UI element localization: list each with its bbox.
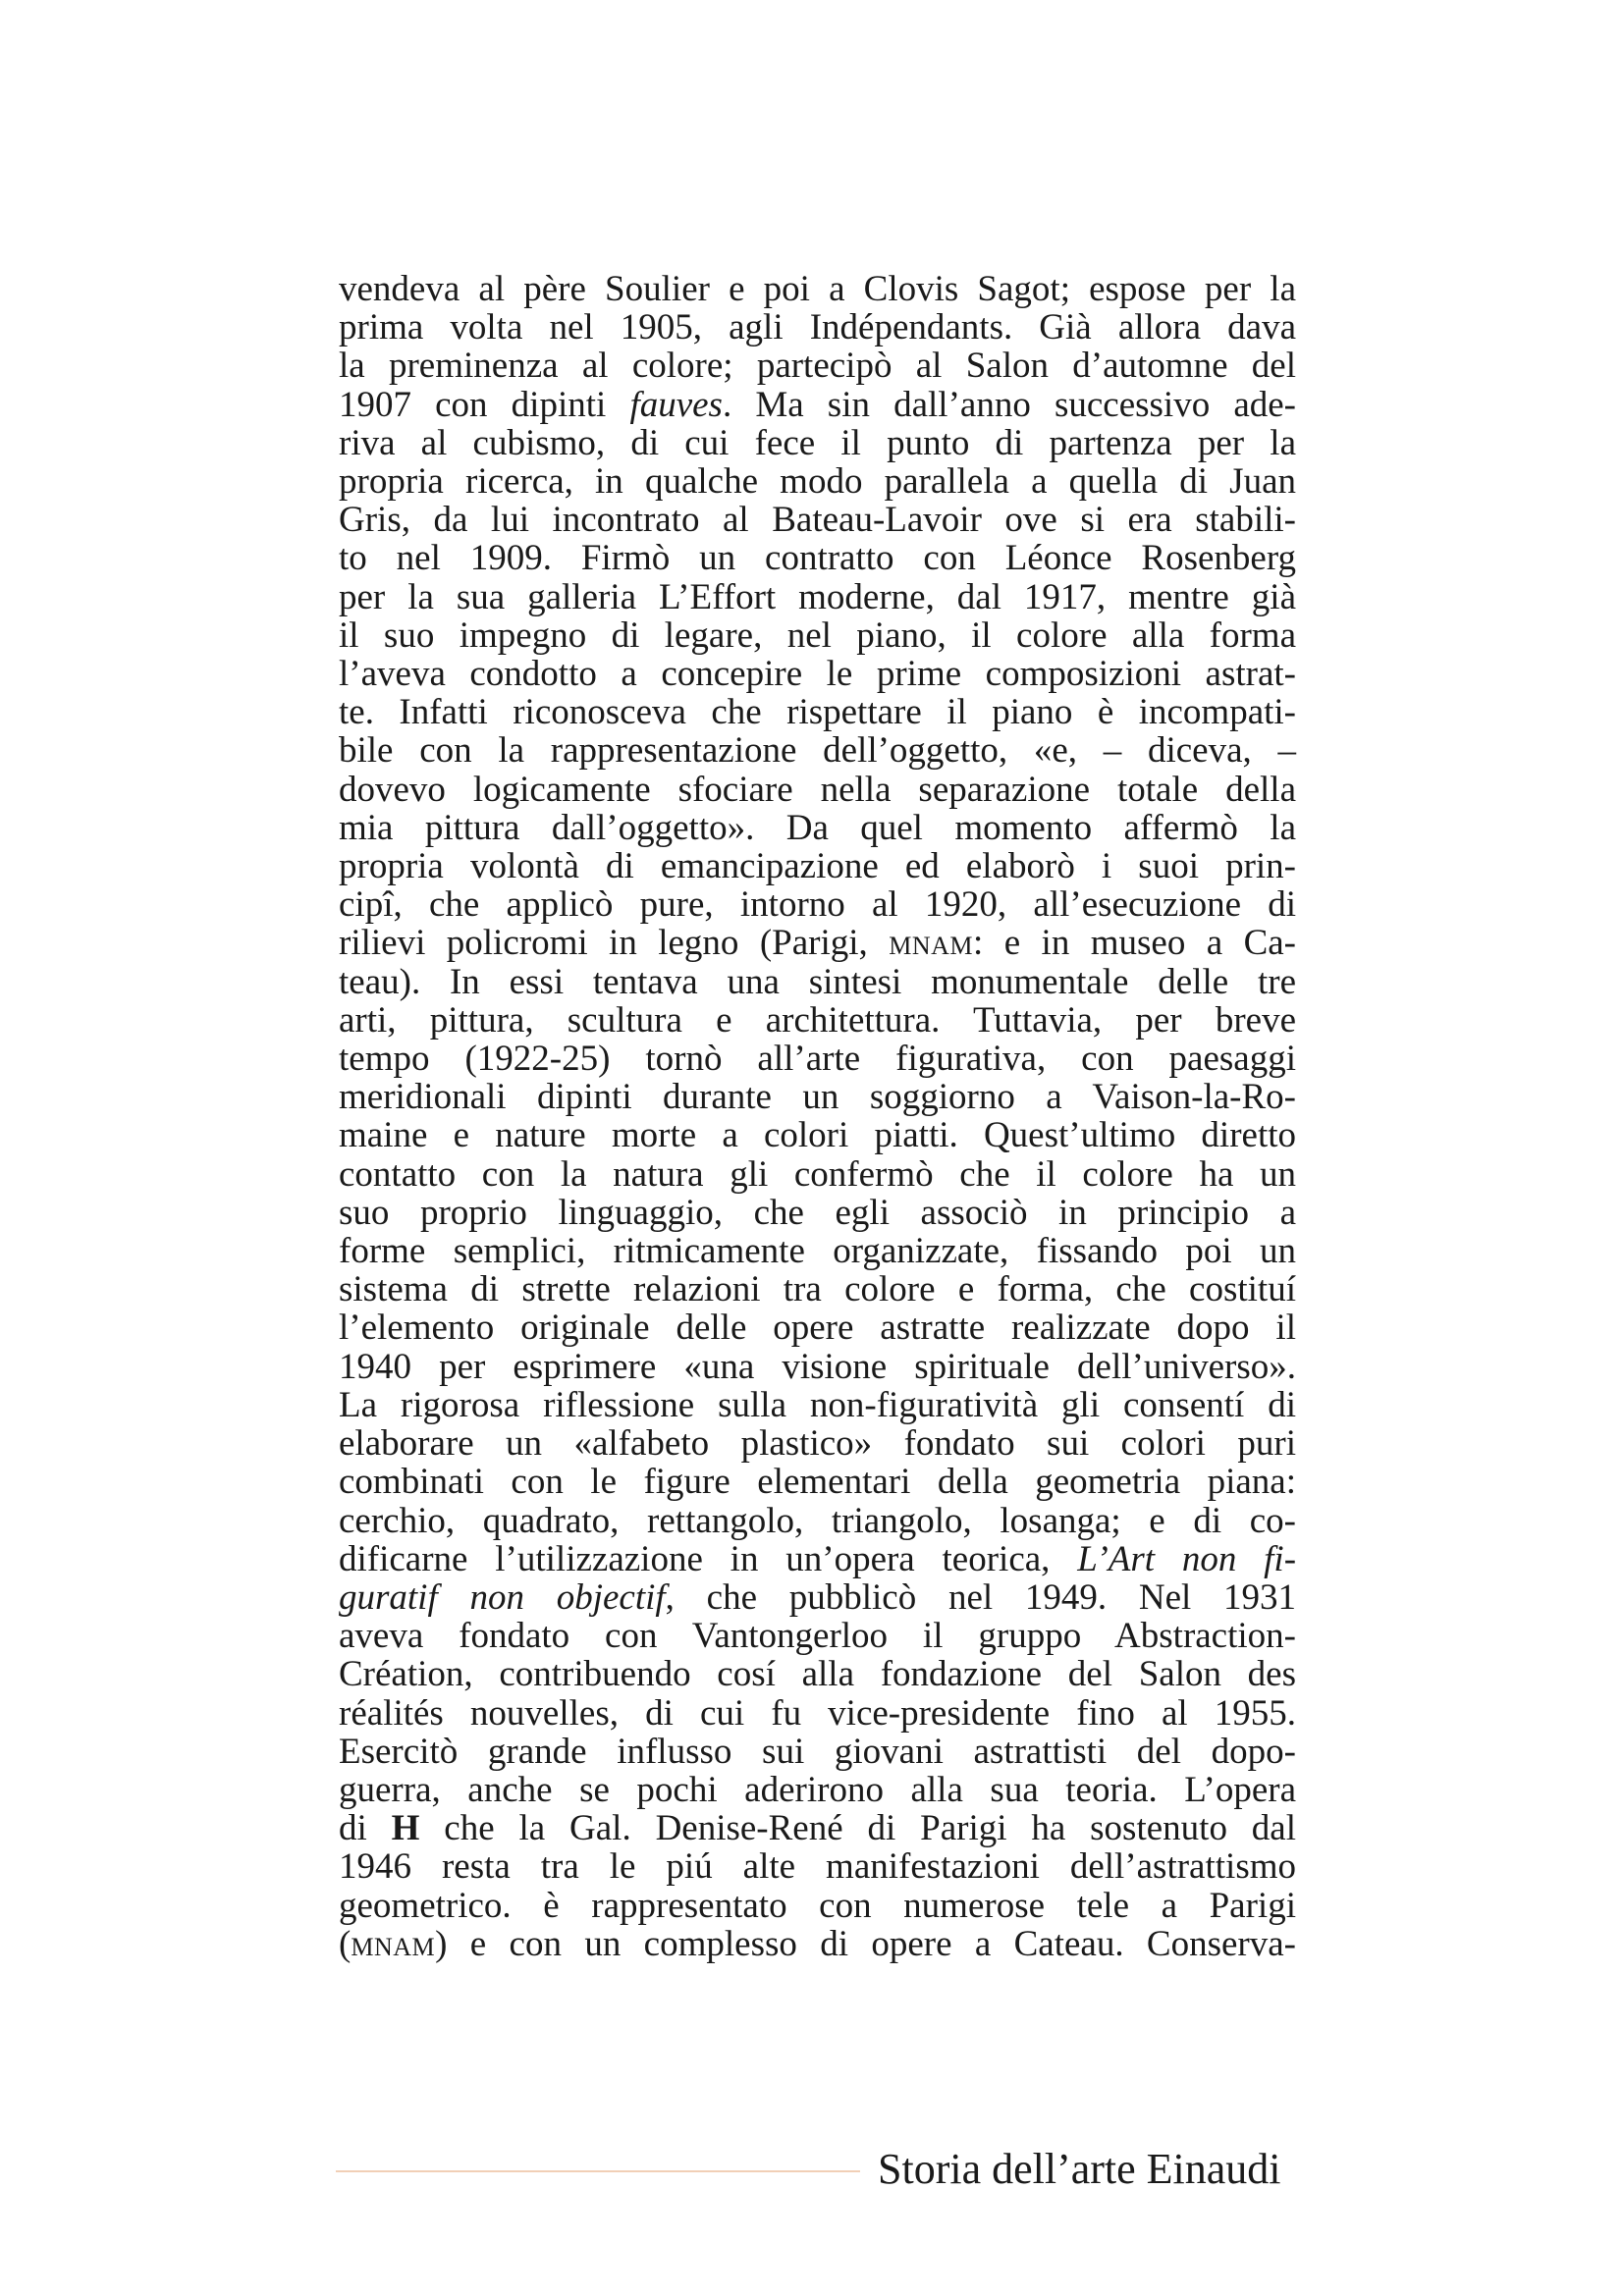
bold-text: H bbox=[391, 1808, 420, 1849]
text-line bbox=[339, 1194, 1296, 1232]
text-line bbox=[339, 885, 1296, 924]
text-segment: forme semplici, ritmicamente organizzate, fissando poi un bbox=[339, 1231, 1296, 1272]
text-line bbox=[339, 1540, 1296, 1578]
text-segment: maine e nature morte a colori piatti. Quest’ultimo diretto bbox=[339, 1115, 1296, 1156]
text-line bbox=[339, 1348, 1296, 1386]
text-line bbox=[339, 578, 1296, 616]
text-line bbox=[339, 1463, 1296, 1501]
text-segment: propria ricerca, in qualche modo parallela a quella di Juan bbox=[339, 461, 1296, 503]
text-line bbox=[339, 386, 1296, 424]
body-text bbox=[339, 270, 1296, 1963]
text-segment: sistema di strette relazioni tra colore e forma, che costituí bbox=[339, 1269, 1296, 1310]
text-segment: mia pittura dall’oggetto». Da quel momento affermò la bbox=[339, 807, 1296, 848]
text-segment: cipî, che applicò pure, intorno al 1920, all’esecuzione di bbox=[339, 884, 1296, 926]
text-line bbox=[339, 771, 1296, 809]
small-caps-text: mnam bbox=[351, 1923, 436, 1964]
text-line bbox=[339, 539, 1296, 577]
text-line bbox=[339, 1078, 1296, 1116]
text-line bbox=[339, 693, 1296, 731]
footer-title: Storia dell’arte Einaudi bbox=[878, 2145, 1281, 2193]
text-segment: propria volontà di emancipazione ed elaborò i suoi prin- bbox=[339, 846, 1296, 887]
text-line bbox=[339, 924, 1296, 962]
text-segment: contatto con la natura gli confermò che il colore ha un bbox=[339, 1153, 1296, 1195]
text-line bbox=[339, 1578, 1296, 1617]
text-segment: réalités nouvelles, di cui fu vice-presidente fino al 1955. bbox=[339, 1692, 1296, 1734]
text-line bbox=[339, 1617, 1296, 1655]
text-line bbox=[339, 1040, 1296, 1078]
text-segment: per la sua galleria L’Effort moderne, dal 1917, mentre già bbox=[339, 576, 1296, 617]
text-line bbox=[339, 1116, 1296, 1154]
text-segment: cerchio, quadrato, rettangolo, triangolo, losanga; e di co- bbox=[339, 1500, 1296, 1541]
text-segment: te. Infatti riconosceva che rispettare il piano è incompati- bbox=[339, 692, 1296, 733]
text-line bbox=[339, 1694, 1296, 1733]
text-line bbox=[339, 308, 1296, 347]
text-line bbox=[339, 1655, 1296, 1693]
text-segment: l’aveva condotto a concepire le prime composizioni astrat- bbox=[339, 654, 1296, 695]
text-segment: 1907 con dipinti bbox=[339, 384, 630, 425]
text-segment: , che pubblicò nel 1949. Nel 1931 bbox=[665, 1576, 1297, 1618]
text-segment: bile con la rappresentazione dell’oggetto, «e, – diceva, – bbox=[339, 730, 1296, 772]
text-segment: geometrico. è rappresentato con numerose tele a Parigi bbox=[339, 1885, 1296, 1926]
text-line bbox=[339, 501, 1296, 539]
text-segment: Esercitò grande influsso sui giovani astrattisti del dopo- bbox=[339, 1731, 1296, 1772]
text-segment: vendeva al père Soulier e poi a Clovis Sagot; espose per la bbox=[339, 269, 1296, 309]
text-line bbox=[339, 1809, 1296, 1847]
text-line bbox=[339, 1155, 1296, 1194]
text-segment: ) e con un complesso di opere a Cateau. Conserva- bbox=[435, 1923, 1296, 1964]
italic-text: fauves bbox=[629, 384, 723, 425]
text-segment: to nel 1909. Firmò un contratto con Léonce Rosenberg bbox=[339, 538, 1296, 579]
footer-rule bbox=[336, 2170, 860, 2172]
text-segment: 1940 per esprimere «una visione spirituale dell’universo». bbox=[339, 1346, 1296, 1387]
text-line bbox=[339, 1308, 1296, 1347]
text-segment: teau). In essi tentava una sintesi monumentale delle tre bbox=[339, 961, 1296, 1002]
text-line bbox=[339, 1232, 1296, 1270]
text-segment: prima volta nel 1905, agli Indépendants. Già allora dava bbox=[339, 307, 1296, 348]
text-segment: Création, contribuendo cosí alla fondazione del Salon des bbox=[339, 1654, 1296, 1695]
text-segment: tempo (1922-25) tornò all’arte figurativa, con paesaggi bbox=[339, 1039, 1296, 1080]
text-line bbox=[339, 1270, 1296, 1308]
text-segment: 1946 resta tra le piú alte manifestazioni dell’astrattismo bbox=[339, 1846, 1296, 1888]
text-line bbox=[339, 1001, 1296, 1040]
text-line bbox=[339, 655, 1296, 693]
text-line bbox=[339, 462, 1296, 501]
text-segment: dificarne l’utilizzazione in un’opera teorica, bbox=[339, 1538, 1078, 1579]
text-segment: : e in museo a Ca- bbox=[973, 923, 1296, 964]
text-segment: di bbox=[339, 1808, 392, 1849]
text-segment: arti, pittura, scultura e architettura. Tuttavia, per breve bbox=[339, 999, 1296, 1041]
text-line bbox=[339, 424, 1296, 462]
text-line bbox=[339, 809, 1296, 847]
text-segment: meridionali dipinti durante un soggiorno a Vaison-la-Ro- bbox=[339, 1077, 1296, 1118]
text-line bbox=[339, 270, 1296, 308]
small-caps-text: mnam bbox=[889, 923, 974, 964]
text-segment: combinati con le figure elementari della geometria piana: bbox=[339, 1462, 1296, 1503]
text-line bbox=[339, 731, 1296, 770]
text-line bbox=[339, 1424, 1296, 1463]
text-segment: dovevo logicamente sfociare nella separazione totale della bbox=[339, 769, 1296, 810]
text-line bbox=[339, 1386, 1296, 1424]
text-segment: l’elemento originale delle opere astratte realizzate dopo il bbox=[339, 1308, 1296, 1349]
text-segment: il suo impegno di legare, nel piano, il colore alla forma bbox=[339, 614, 1296, 656]
italic-text: guratif non objectif bbox=[339, 1576, 666, 1618]
text-line bbox=[339, 1925, 1296, 1963]
text-segment: elaborare un «alfabeto plastico» fondato sui colori puri bbox=[339, 1423, 1296, 1465]
text-segment: suo proprio linguaggio, che egli associò in principio a bbox=[339, 1192, 1296, 1233]
text-segment: La rigorosa riflessione sulla non-figuratività gli consentí di bbox=[339, 1384, 1296, 1425]
italic-text: L’Art non fi- bbox=[1077, 1538, 1297, 1579]
text-segment: ( bbox=[339, 1923, 352, 1964]
text-segment: la preminenza al colore; partecipò al Salon d’automne del bbox=[339, 346, 1296, 387]
text-segment: che la Gal. Denise-René di Parigi ha sostenuto dal bbox=[419, 1808, 1297, 1849]
text-line bbox=[339, 1502, 1296, 1540]
text-line bbox=[339, 616, 1296, 655]
text-line bbox=[339, 963, 1296, 1001]
text-segment: guerra, anche se pochi aderirono alla sua teoria. L’opera bbox=[339, 1769, 1296, 1810]
text-line bbox=[339, 1771, 1296, 1809]
text-segment: rilievi policromi in legno (Parigi, bbox=[339, 923, 890, 964]
text-line bbox=[339, 847, 1296, 885]
text-segment: riva al cubismo, di cui fece il punto di partenza per la bbox=[339, 422, 1296, 463]
text-segment: aveva fondato con Vantongerloo il gruppo Abstraction- bbox=[339, 1616, 1296, 1657]
text-line bbox=[339, 1847, 1296, 1886]
text-line bbox=[339, 1733, 1296, 1771]
text-line bbox=[339, 1887, 1296, 1925]
text-line bbox=[339, 347, 1296, 385]
text-segment: Gris, da lui incontrato al Bateau-Lavoir ove si era stabili- bbox=[339, 500, 1296, 541]
text-segment: . Ma sin dall’anno successivo ade- bbox=[722, 384, 1296, 425]
